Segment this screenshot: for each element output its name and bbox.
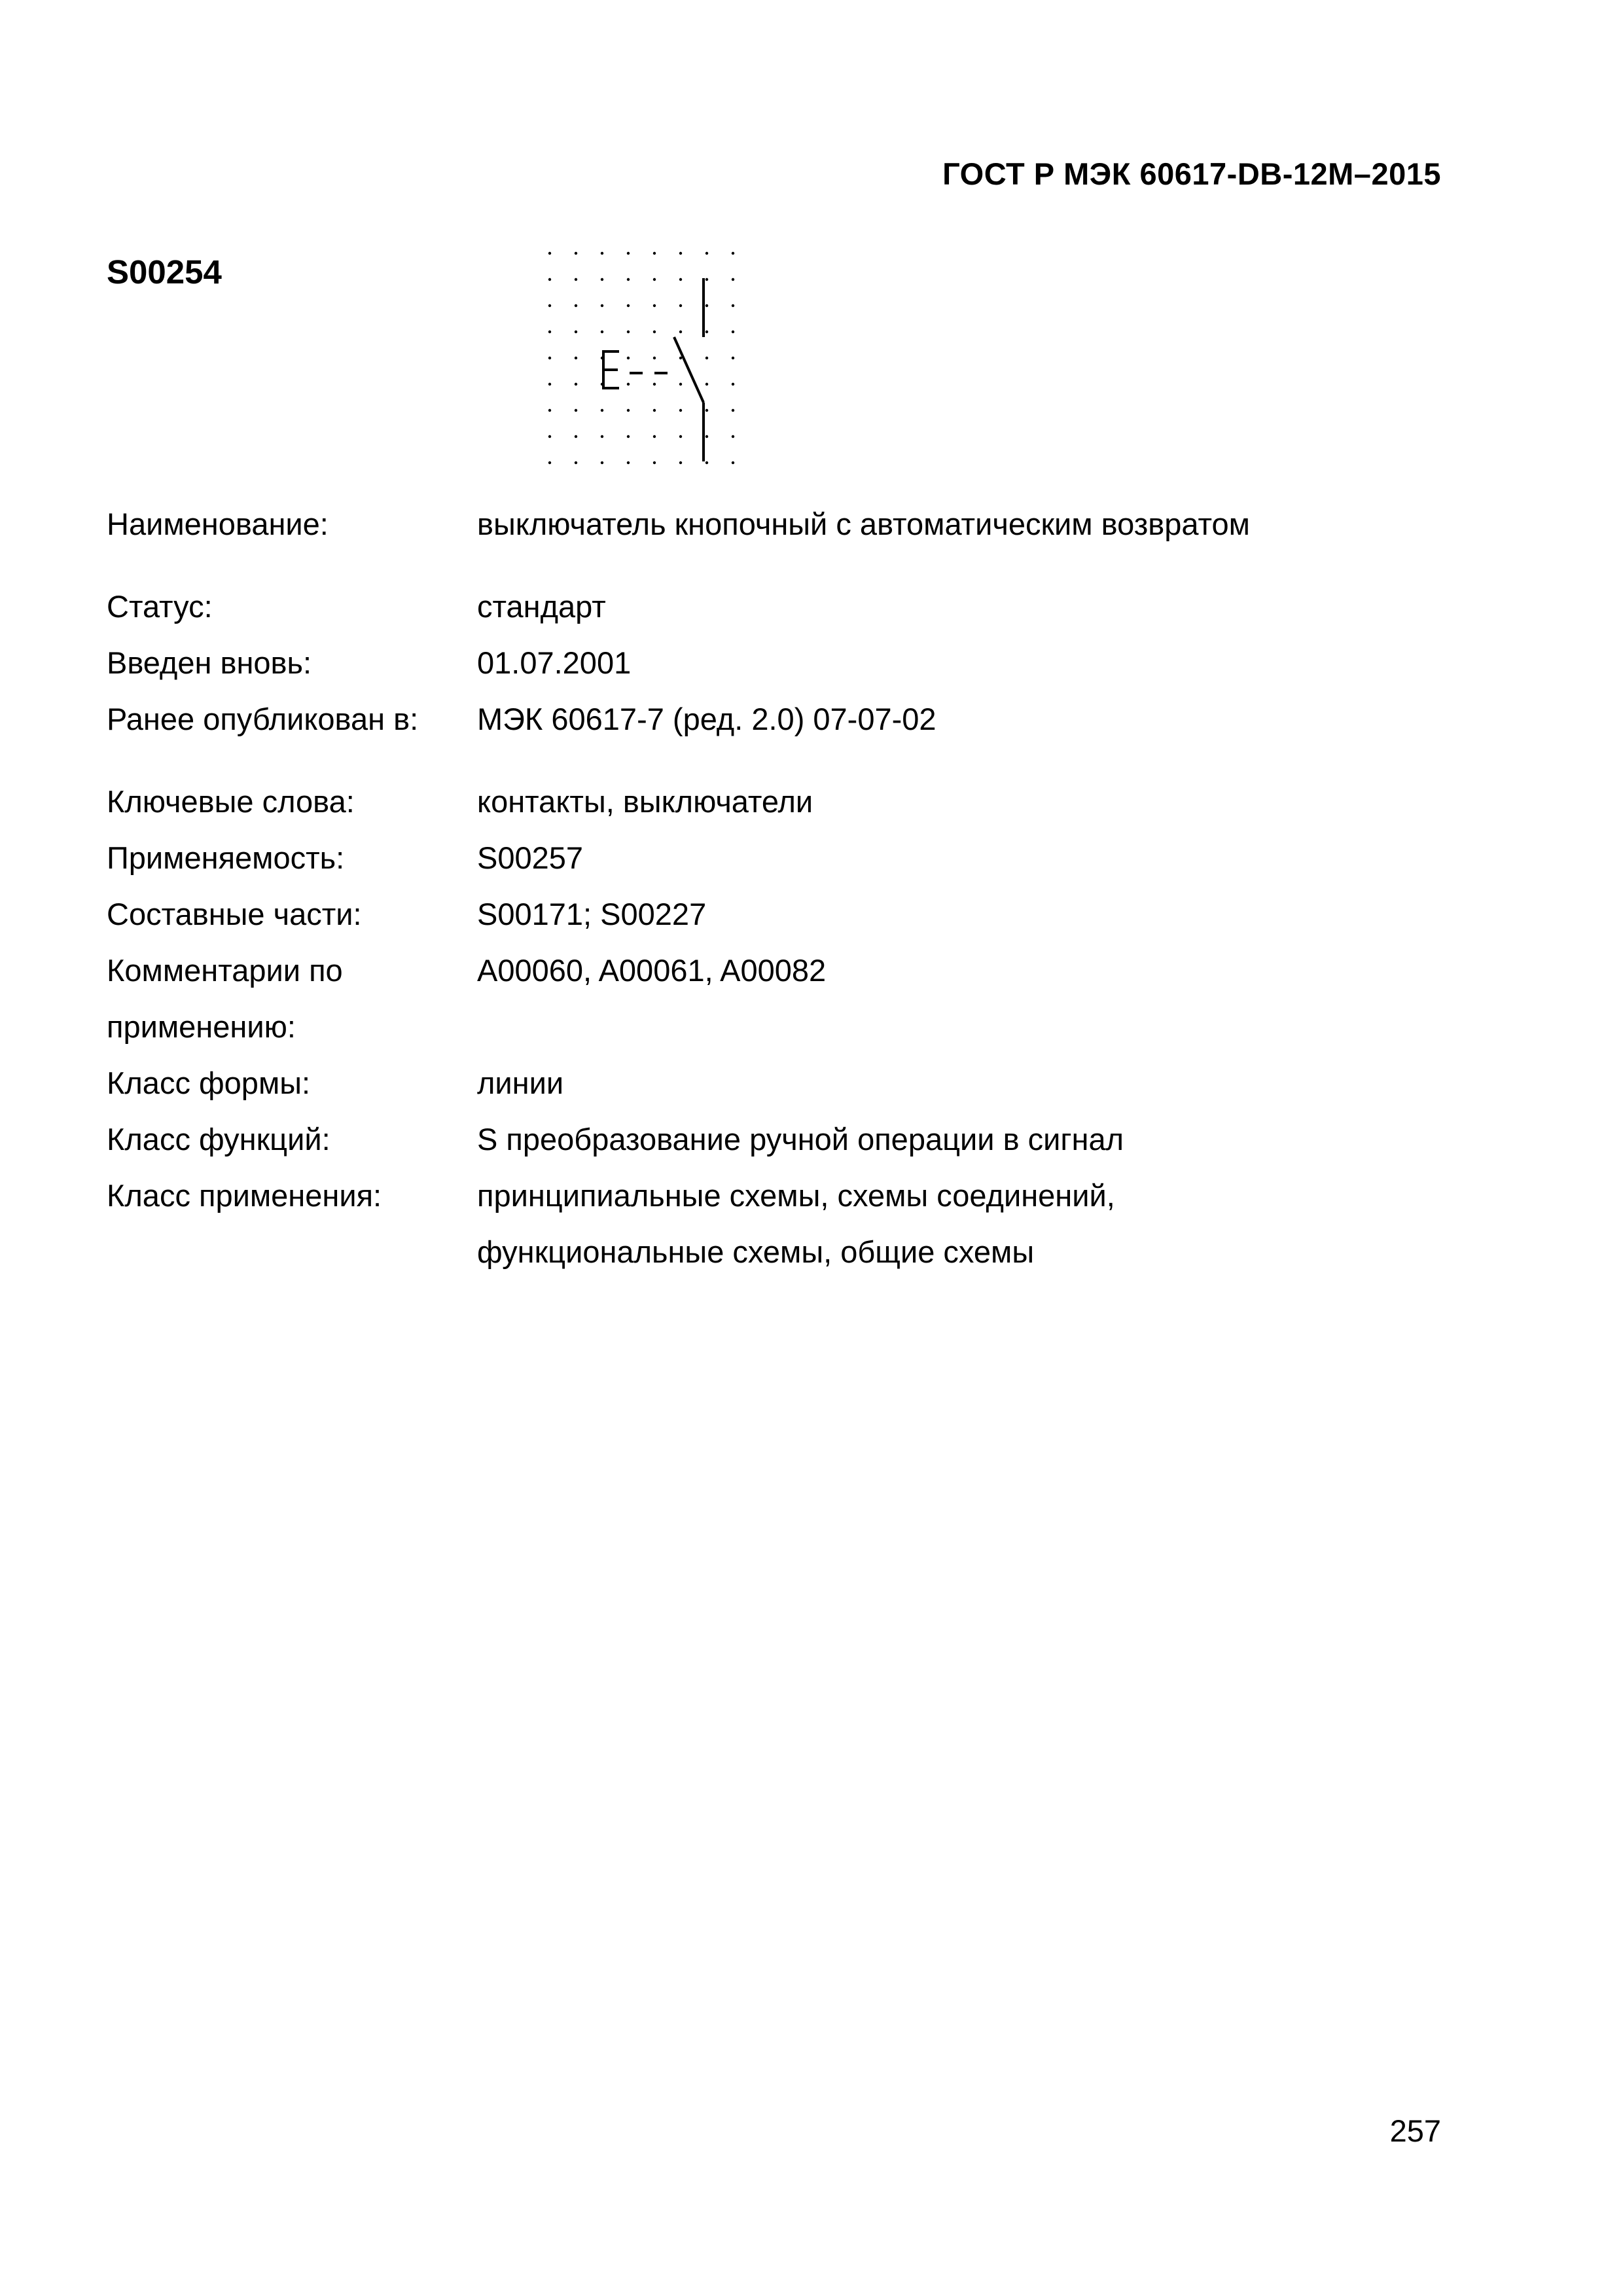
grid-dot <box>548 331 551 333</box>
grid-dot <box>627 383 630 386</box>
grid-dot <box>627 304 630 307</box>
grid-dot <box>732 435 734 438</box>
field-value-line: 01.07.2001 <box>477 645 632 680</box>
grid-dot <box>601 304 603 307</box>
field-value <box>477 691 1481 747</box>
grid-dot <box>705 357 708 359</box>
grid-dot <box>627 278 630 281</box>
field-row <box>107 774 1481 830</box>
grid-dot <box>627 331 630 333</box>
grid-dot <box>548 461 551 464</box>
grid-dot <box>575 409 577 412</box>
pushbutton-switch-symbol-graphic <box>543 245 740 494</box>
grid-dot <box>575 357 577 359</box>
grid-dot <box>679 331 682 333</box>
grid-dot <box>705 278 708 281</box>
grid-dot <box>732 383 734 386</box>
grid-dot <box>575 383 577 386</box>
dot-grid <box>548 252 734 464</box>
grid-dot <box>575 435 577 438</box>
grid-dot <box>627 409 630 412</box>
field-label: Введен вновь: <box>107 645 312 680</box>
field-value <box>477 1055 1481 1111</box>
grid-dot <box>653 331 656 333</box>
grid-dot <box>705 383 708 386</box>
field-label: Статус: <box>107 589 213 624</box>
field-value <box>477 1168 1481 1280</box>
field-label: Класс применения: <box>107 1178 382 1213</box>
field-row <box>107 942 1481 1055</box>
grid-dot <box>601 409 603 412</box>
grid-dot <box>653 357 656 359</box>
grid-dot <box>705 252 708 255</box>
pushbutton-actuator-e <box>603 351 619 388</box>
field-value-line: S преобразование ручной операции в сигнал <box>477 1122 1124 1157</box>
grid-dot <box>705 331 708 333</box>
field-value <box>477 496 1481 552</box>
grid-dot <box>575 252 577 255</box>
grid-dot <box>601 252 603 255</box>
field-value <box>477 579 1481 635</box>
grid-dot <box>732 278 734 281</box>
field-row <box>107 579 1481 635</box>
field-label: Ранее опубликован в: <box>107 702 419 736</box>
field-value <box>477 1111 1481 1168</box>
grid-dot <box>653 383 656 386</box>
field-row <box>107 1055 1481 1111</box>
field-value <box>477 942 1481 999</box>
field-value-line: A00060, A00061, A00082 <box>477 953 827 988</box>
grid-dot <box>653 461 656 464</box>
grid-dot <box>575 331 577 333</box>
grid-dot <box>627 357 630 359</box>
grid-dot <box>679 252 682 255</box>
field-value-line: S00171; S00227 <box>477 897 707 931</box>
grid-dot <box>679 304 682 307</box>
grid-dot <box>548 304 551 307</box>
grid-dot <box>732 357 734 359</box>
grid-dot <box>679 461 682 464</box>
field-row <box>107 1168 1481 1280</box>
grid-dot <box>548 409 551 412</box>
field-label: Класс формы: <box>107 1066 311 1100</box>
field-label: Составные части: <box>107 897 362 931</box>
page-number: 257 <box>1389 2113 1441 2148</box>
grid-dot <box>548 252 551 255</box>
moving-contact-line <box>674 337 704 403</box>
field-row <box>107 496 1481 552</box>
grid-dot <box>705 435 708 438</box>
field-row <box>107 635 1481 691</box>
field-row <box>107 691 1481 747</box>
grid-dot <box>732 461 734 464</box>
grid-dot <box>732 331 734 333</box>
grid-dot <box>705 409 708 412</box>
field-value <box>477 830 1481 886</box>
field-value-line: стандарт <box>477 589 606 624</box>
document-standard-header: ГОСТ Р МЭК 60617-DB-12M–2015 <box>942 156 1441 191</box>
grid-dot <box>601 461 603 464</box>
grid-dot <box>732 409 734 412</box>
field-value-line: принципиальные схемы, схемы соединений, <box>477 1178 1115 1213</box>
grid-dot <box>679 278 682 281</box>
grid-dot <box>548 435 551 438</box>
grid-dot <box>732 252 734 255</box>
grid-dot <box>705 461 708 464</box>
field-label: Применяемость: <box>107 840 345 875</box>
field-label: Класс функций: <box>107 1122 330 1157</box>
grid-dot <box>548 278 551 281</box>
field-row <box>107 830 1481 886</box>
grid-dot <box>653 304 656 307</box>
field-value <box>477 886 1481 942</box>
field-value-line: выключатель кнопочный с автоматическим возвратом <box>477 507 1250 541</box>
field-row <box>107 886 1481 942</box>
grid-dot <box>548 357 551 359</box>
field-value-line: контакты, выключатели <box>477 784 813 819</box>
field-value-line: S00257 <box>477 840 584 875</box>
grid-dot <box>653 278 656 281</box>
grid-dot <box>575 461 577 464</box>
grid-dot <box>548 383 551 386</box>
grid-dot <box>575 278 577 281</box>
grid-dot <box>575 304 577 307</box>
field-value-line: линии <box>477 1066 564 1100</box>
field-value <box>477 635 1481 691</box>
grid-dot <box>653 435 656 438</box>
field-label: Комментарии по применению: <box>107 953 343 1044</box>
grid-dot <box>679 383 682 386</box>
grid-dot <box>601 331 603 333</box>
field-value-line: МЭК 60617-7 (ред. 2.0) 07-07-02 <box>477 702 936 736</box>
field-value-line: функциональные схемы, общие схемы <box>477 1234 1035 1269</box>
grid-dot <box>732 304 734 307</box>
symbol-code: S00254 <box>107 253 222 291</box>
grid-dot <box>601 278 603 281</box>
field-row <box>107 1111 1481 1168</box>
grid-dot <box>679 409 682 412</box>
grid-dot <box>705 304 708 307</box>
grid-dot <box>679 435 682 438</box>
grid-dot <box>653 409 656 412</box>
field-value <box>477 774 1481 830</box>
field-label: Наименование: <box>107 507 329 541</box>
grid-dot <box>653 252 656 255</box>
grid-dot <box>601 435 603 438</box>
grid-dot <box>627 461 630 464</box>
symbol-properties <box>107 496 1481 1280</box>
grid-dot <box>627 252 630 255</box>
field-label: Ключевые слова: <box>107 784 355 819</box>
symbol-svg <box>543 245 740 494</box>
grid-dot <box>627 435 630 438</box>
